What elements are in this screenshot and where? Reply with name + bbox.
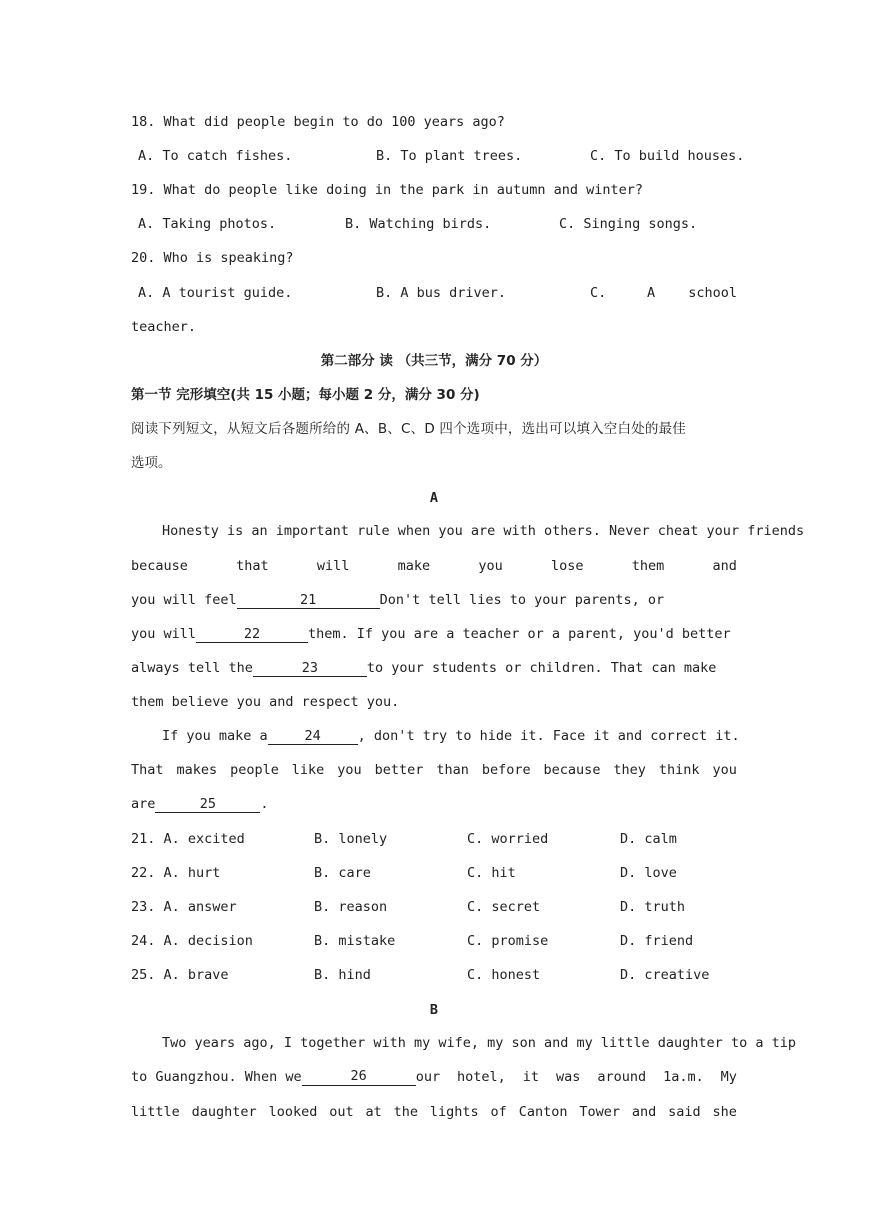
part-title: 第二部分 读 （共三节，满分 70 分） [320, 353, 548, 369]
option-d: D. love [620, 865, 677, 881]
option-c: C. secret [467, 899, 541, 915]
option-c-continued: teacher. [131, 319, 197, 335]
option-b: B. reason [314, 899, 388, 915]
passage-a-line-9 [131, 795, 737, 813]
word: My [720, 1069, 737, 1085]
option-a: 24. A. decision [131, 933, 253, 949]
blank-23[interactable]: 23 [253, 660, 367, 677]
word: was [555, 1069, 581, 1085]
option-b: B. Watching birds. [345, 216, 492, 232]
word: you [337, 762, 362, 778]
passage-a-line-1: Honesty is an important rule when you are with others. Never cheat your friends [162, 523, 805, 539]
text: are [131, 796, 156, 812]
text: always tell the [131, 660, 253, 676]
word: she [712, 1104, 737, 1120]
option-d: D. calm [620, 831, 677, 847]
blank-25[interactable]: 25 [155, 796, 260, 813]
text: to your students or children. That can make [366, 660, 717, 676]
option-c: C. To build houses. [590, 148, 745, 164]
word: looked [268, 1104, 318, 1120]
word: that [236, 558, 269, 574]
text: Don't tell lies to your parents, or [379, 592, 665, 608]
passage-a-line-4 [131, 625, 737, 643]
word: it [522, 1069, 540, 1085]
passage-a-line-6: them believe you and respect you. [131, 694, 400, 710]
word: lose [551, 558, 584, 574]
word: because [543, 762, 601, 778]
word: because [131, 558, 188, 574]
word: lights [429, 1104, 479, 1120]
passage-b-line-1: Two years ago, I together with my wife, my son and my little daughter to a tip [162, 1035, 796, 1051]
question-19: 19. What do people like doing in the park in autumn and winter? [131, 182, 644, 198]
passage-a-heading: A [429, 490, 439, 506]
option-c: C. Singing songs. [559, 216, 698, 232]
text: them. If you are a teacher or a parent, you'd better [308, 626, 731, 642]
word: daughter [191, 1104, 257, 1120]
word: think [658, 762, 700, 778]
option-a: A. A tourist guide. [138, 285, 293, 301]
passage-b-heading: B [429, 1002, 439, 1018]
passage-a-line-7 [131, 727, 740, 745]
option-c: C. honest [467, 967, 541, 983]
text: If you make a [162, 728, 268, 744]
word: Tower [579, 1104, 620, 1120]
option-b: B. A bus driver. [376, 285, 507, 301]
instruction-line-2: 选项。 [131, 455, 172, 471]
word: at [365, 1104, 382, 1120]
word: of [490, 1104, 507, 1120]
instruction-line-1: 阅读下列短文，从短文后各题所给的 A、B、C、D 四个选项中，选出可以填入空白处的最佳 [131, 421, 686, 437]
option-a: A. Taking photos. [138, 216, 277, 232]
option-c-label: C. [590, 285, 607, 301]
text: to Guangzhou. When we [131, 1069, 302, 1085]
text: you will [131, 626, 197, 642]
passage-a-line-2 [131, 557, 737, 575]
word: people [230, 762, 279, 778]
option-a: 21. A. excited [131, 831, 245, 847]
option-a: 23. A. answer [131, 899, 237, 915]
option-b: B. hind [314, 967, 371, 983]
word: before [481, 762, 531, 778]
word: them [631, 558, 665, 574]
word: than [436, 762, 469, 778]
word: out [329, 1104, 354, 1120]
word: little [131, 1104, 180, 1120]
word: around [597, 1069, 647, 1085]
text: , don't try to hide it. Face it and correct it. [357, 728, 740, 744]
option-a: A. To catch fishes. [138, 148, 293, 164]
passage-b-line-2 [131, 1068, 737, 1086]
word: 1a.m. [663, 1069, 704, 1085]
option-d: D. creative [620, 967, 710, 983]
passage-a-line-5 [131, 659, 737, 677]
word: and [631, 1104, 657, 1120]
word: said [668, 1104, 701, 1120]
question-18: 18. What did people begin to do 100 years ago? [131, 114, 505, 130]
option-c-word: school [688, 285, 737, 301]
option-a: 25. A. brave [131, 967, 229, 983]
option-d: D. friend [620, 933, 694, 949]
option-c-word: A [647, 285, 656, 301]
word: you [712, 762, 737, 778]
blank-26[interactable]: 26 [302, 1068, 416, 1086]
blank-21[interactable]: 21 [237, 592, 380, 609]
word: make [397, 558, 431, 574]
word: our [415, 1069, 441, 1085]
word: will [316, 558, 350, 574]
option-c: C. hit [467, 865, 516, 881]
passage-a-line-8 [131, 761, 737, 779]
blank-22[interactable]: 22 [196, 626, 308, 643]
option-b: B. care [314, 865, 371, 881]
blank-24[interactable]: 24 [268, 728, 358, 745]
option-c: C. worried [467, 831, 549, 847]
word: you [478, 558, 503, 574]
passage-b-line-3 [131, 1103, 737, 1121]
option-d: D. truth [620, 899, 686, 915]
section-title: 第一节 完形填空(共 15 小题；每小题 2 分，满分 30 分) [131, 387, 480, 403]
word: and [712, 558, 737, 574]
word: That [131, 762, 164, 778]
word: hotel, [457, 1069, 506, 1085]
line-rest [416, 1068, 737, 1086]
word: like [291, 762, 325, 778]
text: . [260, 796, 269, 812]
word: Canton [518, 1104, 568, 1120]
option-a: 22. A. hurt [131, 865, 221, 881]
option-b: B. mistake [314, 933, 396, 949]
option-b: B. lonely [314, 831, 388, 847]
word: better [374, 762, 424, 778]
word: the [393, 1104, 419, 1120]
option-c: C. promise [467, 933, 549, 949]
word: they [613, 762, 646, 778]
question-20: 20. Who is speaking? [131, 250, 294, 266]
word: makes [176, 762, 218, 778]
option-b: B. To plant trees. [376, 148, 523, 164]
passage-a-line-3 [131, 591, 737, 609]
text: you will feel [131, 592, 237, 608]
